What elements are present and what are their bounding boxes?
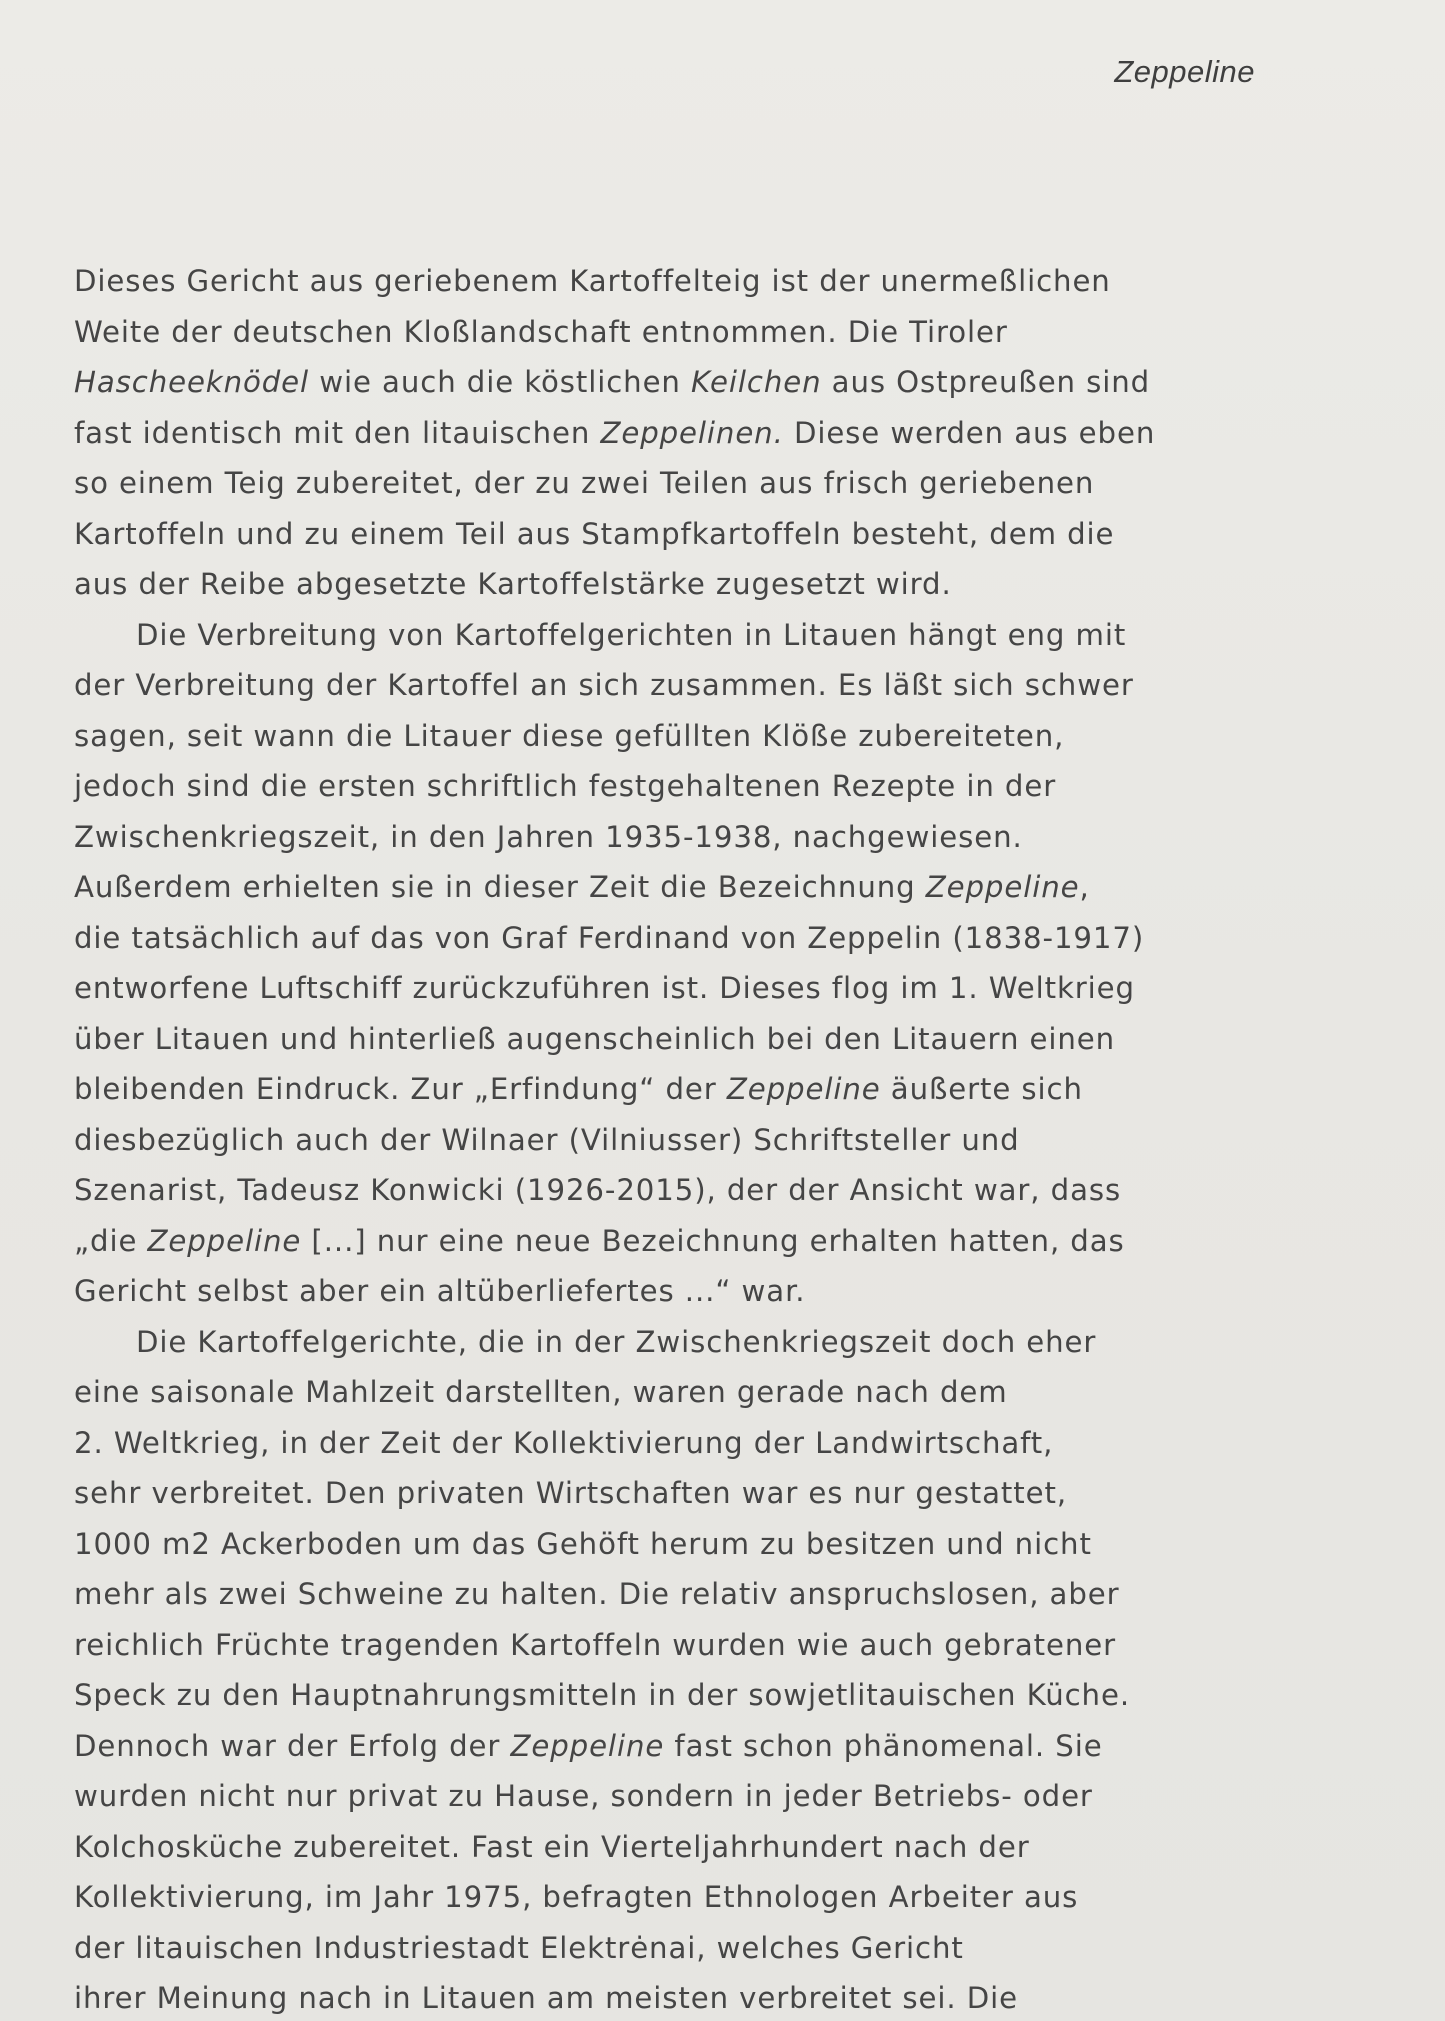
text-line [74,1620,1374,1671]
text-segment: Dieses Gericht aus geriebenem Kartoffelteig ist der unermeßlichen [74,264,1111,298]
text-segment: mehr als zwei Schweine zu halten. Die relativ anspruchslosen, aber [74,1577,1120,1611]
italic-term: Keilchen [691,365,822,399]
text-line [74,812,1374,863]
text-segment: wie auch die köstlichen [309,365,692,399]
text-segment: fast identisch mit den litauischen [74,415,601,450]
text-segment: Kolchosküche zubereitet. Fast ein Vierteljahrhundert nach der [74,1829,1030,1864]
text-line [74,408,1374,459]
text-segment: Außerdem erhielten sie in dieser Zeit die Bezeichnung [74,870,926,904]
running-head: Zeppeline [1114,54,1255,89]
text-line [74,458,1374,509]
text-segment: Die Kartoffelgerichte, die in der Zwischenkriegszeit doch eher [136,1324,1097,1359]
text-line [74,1519,1374,1570]
text-line [74,1468,1374,1519]
text-segment: sagen, seit wann die Litauer diese gefüllten Klöße zubereiteten, [74,718,1065,753]
text-line [74,711,1374,762]
text-segment: Kollektivierung, im Jahr 1975, befragten Ethnologen Arbeiter aus [74,1880,1079,1914]
italic-term: Hascheeknödel [74,365,310,399]
text-segment: Die Verbreitung von Kartoffelgerichten in Litauen hängt eng mit [136,617,1127,652]
text-line [74,913,1374,964]
text-segment: „die [74,1223,148,1258]
text-segment: äußerte sich [880,1072,1083,1106]
text-segment: , [1079,870,1090,904]
text-line [74,1872,1374,1923]
text-line [74,1923,1374,1974]
text-segment: aus der Reibe abgesetzte Kartoffelstärke zugesetzt wird. [74,567,952,601]
text-line [74,963,1374,1014]
paragraph-first-line [74,610,1374,661]
text-line [74,1266,1374,1317]
text-segment: [...] nur eine neue Bezeichnung erhalten hatten, das [301,1223,1125,1258]
text-segment: fast schon phänomenal. Sie [664,1728,1103,1763]
text-segment: Speck zu den Hauptnahrungsmitteln in der sowjetlitauischen Küche. [74,1678,1130,1712]
italic-term: Zeppeline [726,1072,881,1106]
text-segment: 1000 m2 Ackerboden um das Gehöft herum zu besitzen und nicht [74,1526,1092,1561]
text-line [74,1367,1374,1418]
text-segment: jedoch sind die ersten schriftlich festgehaltenen Rezepte in der [74,769,1057,803]
text-line [74,1771,1374,1822]
text-line [74,1973,1374,2021]
text-line [74,862,1374,913]
text-segment: der litauischen Industriestadt Elektrėnai, welches Gericht [74,1930,964,1965]
text-line [74,1721,1374,1772]
text-line [74,1569,1374,1620]
text-segment: eine saisonale Mahlzeit darstellten, waren gerade nach dem [74,1375,1008,1409]
text-segment: aus Ostpreußen sind [821,365,1151,399]
text-line [74,307,1374,358]
text-segment: Zwischenkriegszeit, in den Jahren 1935-1938, nachgewiesen. [74,819,1023,854]
text-line [74,1165,1374,1216]
text-line [74,1822,1374,1873]
text-segment: über Litauen und hinterließ augenscheinlich bei den Litauern einen [74,1021,1116,1056]
text-segment: bleibenden Eindruck. Zur „Erfindung“ der [74,1072,727,1106]
italic-term: Zeppelinen. [600,415,784,450]
text-segment: wurden nicht nur privat zu Hause, sondern in jeder Betriebs- oder [74,1779,1093,1813]
body-text [74,256,1374,2021]
text-segment: entworfene Luftschiff zurückzuführen ist. Dieses flog im 1. Weltkrieg [74,971,1135,1005]
text-segment: so einem Teig zubereitet, der zu zwei Teilen aus frisch geriebenen [74,466,1095,500]
text-segment: diesbezüglich auch der Wilnaer (Vilniusser) Schriftsteller und [74,1122,1020,1157]
text-line [74,1064,1374,1115]
text-segment: Kartoffeln und zu einem Teil aus Stampfkartoffeln besteht, dem die [74,516,1115,551]
text-line [74,1216,1374,1267]
text-segment: der Verbreitung der Kartoffel an sich zusammen. Es läßt sich schwer [74,668,1134,702]
text-segment: Szenarist, Tadeusz Konwicki (1926-2015), der der Ansicht war, dass [74,1173,1122,1207]
italic-term: Zeppeline [147,1223,302,1258]
text-segment: reichlich Früchte tragenden Kartoffeln wurden wie auch gebratener [74,1627,1116,1662]
text-line [74,1115,1374,1166]
text-segment: 2. Weltkrieg, in der Zeit der Kollektivierung der Landwirtschaft, [74,1425,1054,1460]
italic-term: Zeppeline [510,1728,665,1763]
text-segment: sehr verbreitet. Den privaten Wirtschaften war es nur gestattet, [74,1476,1067,1510]
text-segment: Gericht selbst aber ein altüberliefertes ...“ war. [74,1274,806,1308]
text-segment: Dennoch war der Erfolg der [74,1728,511,1763]
text-segment: ihrer Meinung nach in Litauen am meisten verbreitet sei. Die [74,1981,1018,2015]
text-line [74,1418,1374,1469]
text-line [74,1670,1374,1721]
text-line [74,256,1374,307]
text-line [74,559,1374,610]
paragraph-first-line [74,1317,1374,1368]
italic-term: Zeppeline [925,870,1080,904]
text-segment: Diese werden aus eben [783,415,1156,450]
text-line [74,509,1374,560]
text-line [74,761,1374,812]
text-segment: Weite der deutschen Kloßlandschaft entnommen. Die Tiroler [74,314,1008,349]
text-segment: die tatsächlich auf das von Graf Ferdinand von Zeppelin (1838-1917) [74,920,1145,955]
text-line [74,660,1374,711]
text-line [74,1014,1374,1065]
text-line [74,357,1374,408]
